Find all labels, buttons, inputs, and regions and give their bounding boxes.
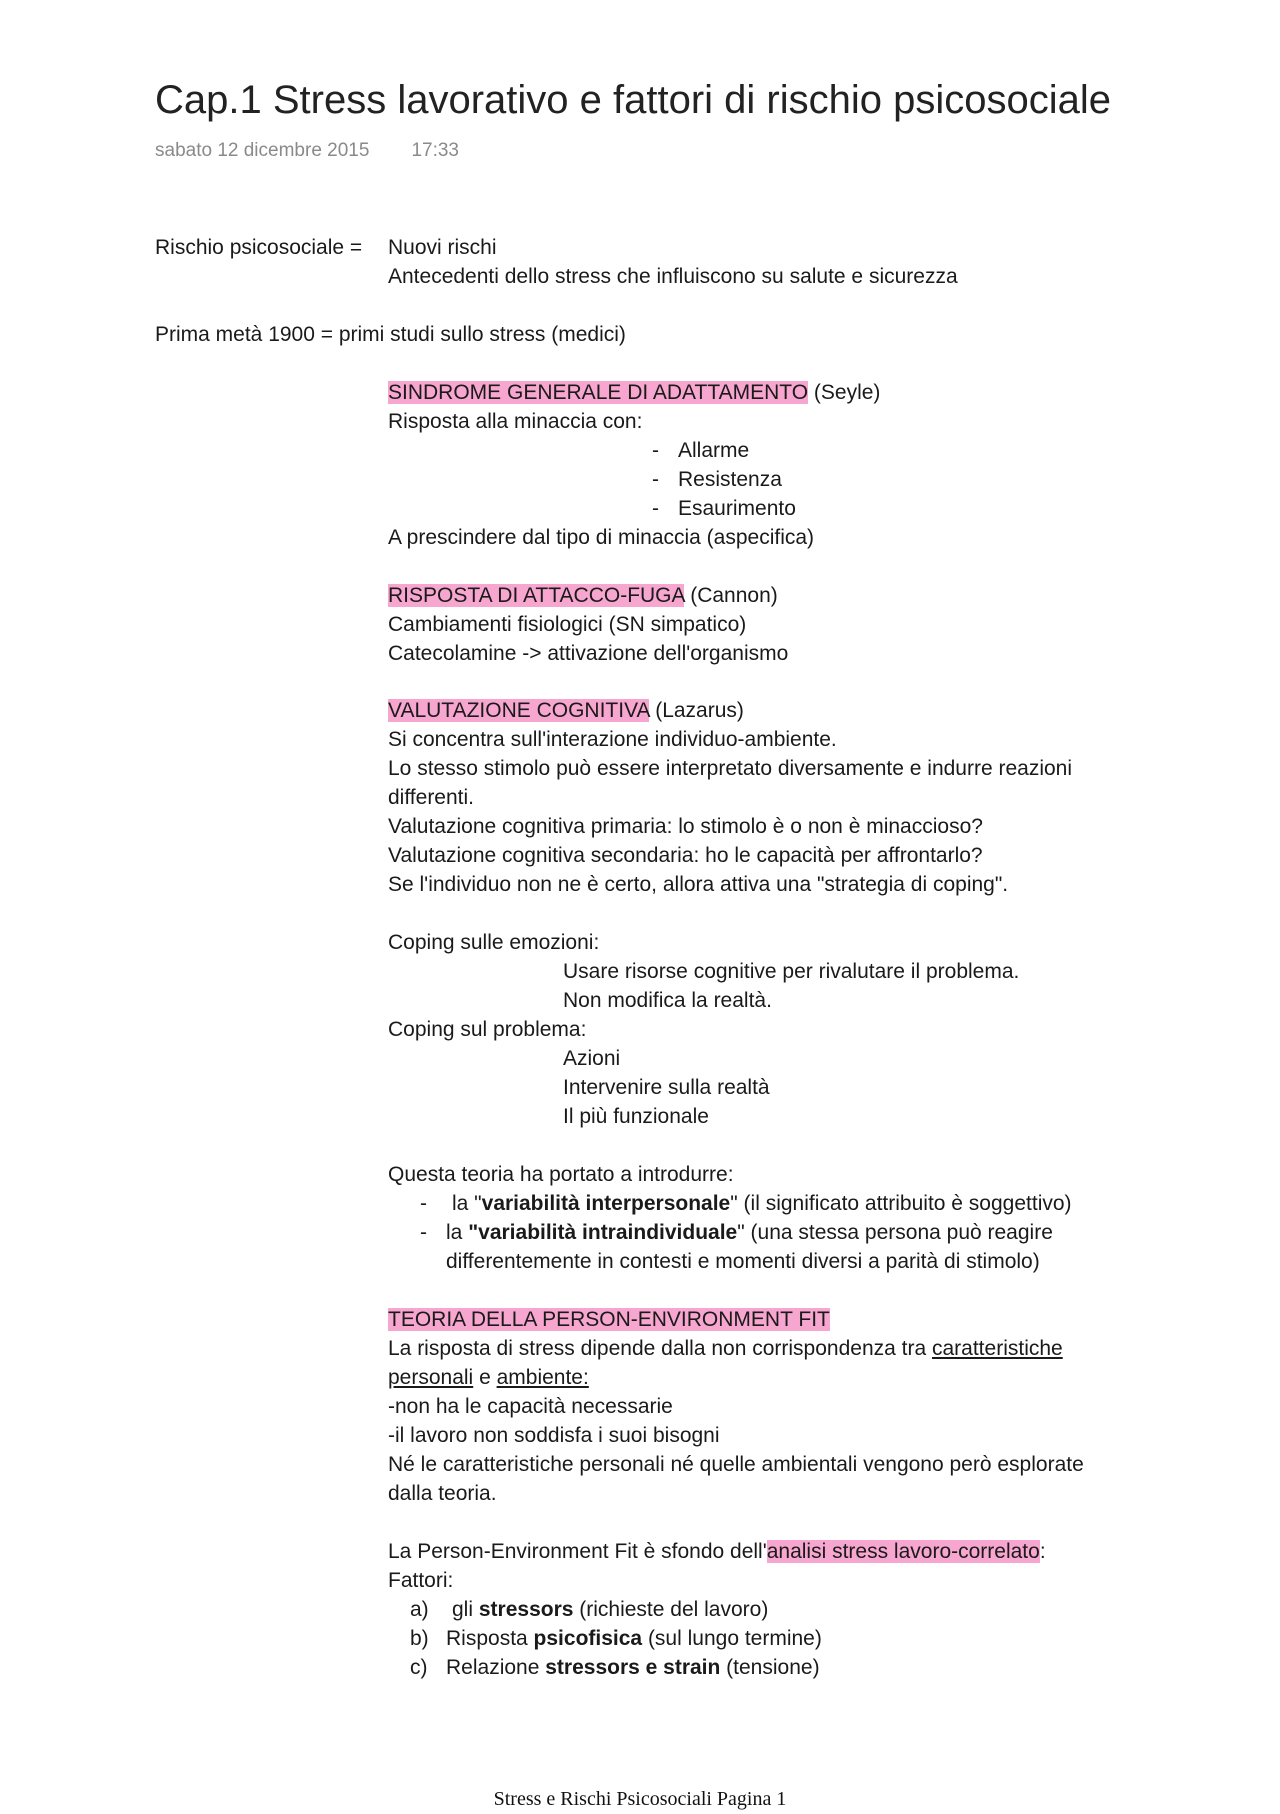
factor-a-post: (richieste del lavoro) — [573, 1598, 769, 1621]
theory-bullet-1-bold: variabilità interpersonale — [481, 1192, 731, 1215]
factor-c-marker: c) — [410, 1656, 428, 1679]
ff-heading: RISPOSTA DI ATTACCO-FUGA — [388, 584, 685, 607]
factor-a-marker: a) — [410, 1598, 429, 1621]
theory-bullet-dash-1: - — [420, 1192, 427, 1215]
cog-line-2: Lo stesso stimolo può essere interpretato diversamente e indurre reazioni — [388, 757, 1073, 780]
cog-line-5: Valutazione cognitiva secondaria: ho le capacità per affrontarlo? — [388, 844, 983, 867]
coping-emotions-label: Coping sulle emozioni: — [388, 931, 600, 954]
page-title: Cap.1 Stress lavorativo e fattori di rischio psicosociale — [155, 78, 1111, 122]
factor-a-bold: stressors — [478, 1598, 574, 1621]
factor-b-post: (sul lungo termine) — [642, 1627, 822, 1650]
sgd-line-1: Risposta alla minaccia con: — [388, 410, 643, 433]
pe-line-2-mid: e — [473, 1366, 497, 1389]
theory-bullet-1-post: " (il significato attribuito è soggettivo) — [730, 1192, 1072, 1215]
ff-line-1: Cambiamenti fisiologici (SN simpatico) — [388, 613, 747, 636]
intro-history: Prima metà 1900 = primi studi sullo stress (medici) — [155, 323, 626, 346]
cog-heading: VALUTAZIONE COGNITIVA — [388, 699, 650, 722]
cog-line-1: Si concentra sull'interazione individuo-ambiente. — [388, 728, 837, 751]
factor-b-marker: b) — [410, 1627, 429, 1650]
theory-bullet-2 — [446, 1218, 1053, 1247]
ff-heading-line — [388, 581, 778, 610]
page-timestamp — [155, 140, 459, 162]
factor-a — [452, 1595, 768, 1624]
theory-bullet-2-post: " (una stessa persona può reagire — [737, 1221, 1053, 1244]
cog-heading-line — [388, 696, 744, 725]
factor-b — [446, 1624, 822, 1653]
factor-c-pre: Relazione — [446, 1656, 546, 1679]
sgd-heading: SINDROME GENERALE DI ADATTAMENTO — [388, 381, 809, 404]
factor-c-post: (tensione) — [720, 1656, 820, 1679]
pe-line-2 — [388, 1363, 589, 1392]
intro-def-2: Antecedenti dello stress che influiscono su salute e sicurezza — [388, 265, 958, 288]
coping-emotions-2: Non modifica la realtà. — [563, 989, 772, 1012]
theory-bullet-2-bold: "variabilità intraindividuale — [468, 1221, 738, 1244]
page-footer: Stress e Rischi Psicosociali Pagina 1 — [493, 1788, 787, 1810]
coping-problem-3: Il più funzionale — [563, 1105, 709, 1128]
pe-line-7-highlight: analisi stress lavoro-correlato — [766, 1540, 1040, 1563]
theory-bullet-dash-2: - — [420, 1221, 427, 1244]
factors-label: Fattori: — [388, 1569, 454, 1592]
pe-line-7-post: : — [1039, 1540, 1046, 1563]
pe-line-6: dalla teoria. — [388, 1482, 497, 1505]
pe-heading: TEORIA DELLA PERSON-ENVIRONMENT FIT — [388, 1308, 830, 1331]
pe-line-7 — [388, 1537, 1046, 1566]
theory-bullet-2-pre: la — [446, 1221, 469, 1244]
intro-label: Rischio psicosociale = — [155, 236, 363, 259]
factor-c-bold: stressors e strain — [545, 1656, 721, 1679]
ff-author: (Cannon) — [684, 584, 778, 607]
theory-bullet-2-cont: differentemente in contesti e momenti diversi a parità di stimolo) — [446, 1250, 1040, 1273]
sgd-line-2: A prescindere dal tipo di minaccia (aspecifica) — [388, 526, 815, 549]
coping-problem-2: Intervenire sulla realtà — [563, 1076, 770, 1099]
coping-problem-label: Coping sul problema: — [388, 1018, 587, 1041]
sgd-heading-line — [388, 378, 880, 407]
factor-c — [446, 1653, 820, 1682]
sgd-phase-1: Allarme — [678, 439, 750, 462]
factor-b-bold: psicofisica — [533, 1627, 643, 1650]
pe-line-2-underline-2: ambiente: — [496, 1366, 589, 1389]
theory-intro: Questa teoria ha portato a introdurre: — [388, 1163, 734, 1186]
pe-line-1 — [388, 1334, 1063, 1363]
factor-b-pre: Risposta — [446, 1627, 534, 1650]
pe-line-4: -il lavoro non soddisfa i suoi bisogni — [388, 1424, 720, 1447]
pe-line-3: -non ha le capacità necessarie — [388, 1395, 673, 1418]
pe-line-2-underline-1: personali — [388, 1366, 474, 1389]
ff-line-2: Catecolamine -> attivazione dell'organismo — [388, 642, 789, 665]
sgd-phase-dash-3: - — [652, 497, 659, 520]
pe-line-5: Né le caratteristiche personali né quelle ambientali vengono però esplorate — [388, 1453, 1084, 1476]
theory-bullet-1 — [452, 1189, 1072, 1218]
coping-emotions-1: Usare risorse cognitive per rivalutare il problema. — [563, 960, 1020, 983]
coping-problem-1: Azioni — [563, 1047, 621, 1070]
pe-line-1-pre: La risposta di stress dipende dalla non corrispondenza tra — [388, 1337, 932, 1360]
sgd-phase-dash-1: - — [652, 439, 659, 462]
sgd-phase-dash-2: - — [652, 468, 659, 491]
pe-heading-line — [388, 1305, 830, 1334]
page-date: sabato 12 dicembre 2015 — [155, 140, 370, 161]
sgd-phase-3: Esaurimento — [678, 497, 796, 520]
pe-line-1-underline: caratteristiche — [932, 1337, 1063, 1360]
theory-bullet-1-pre: la " — [452, 1192, 482, 1215]
pe-line-7-pre: La Person-Environment Fit è sfondo dell' — [388, 1540, 767, 1563]
intro-def-1: Nuovi rischi — [388, 236, 497, 259]
page-time: 17:33 — [411, 140, 459, 161]
factor-a-pre: gli — [452, 1598, 479, 1621]
cog-author: (Lazarus) — [649, 699, 744, 722]
cog-line-6: Se l'individuo non ne è certo, allora attiva una "strategia di coping". — [388, 873, 1009, 896]
cog-line-4: Valutazione cognitiva primaria: lo stimolo è o non è minaccioso? — [388, 815, 983, 838]
sgd-phase-2: Resistenza — [678, 468, 782, 491]
cog-line-3: differenti. — [388, 786, 474, 809]
sgd-author: (Seyle) — [808, 381, 881, 404]
